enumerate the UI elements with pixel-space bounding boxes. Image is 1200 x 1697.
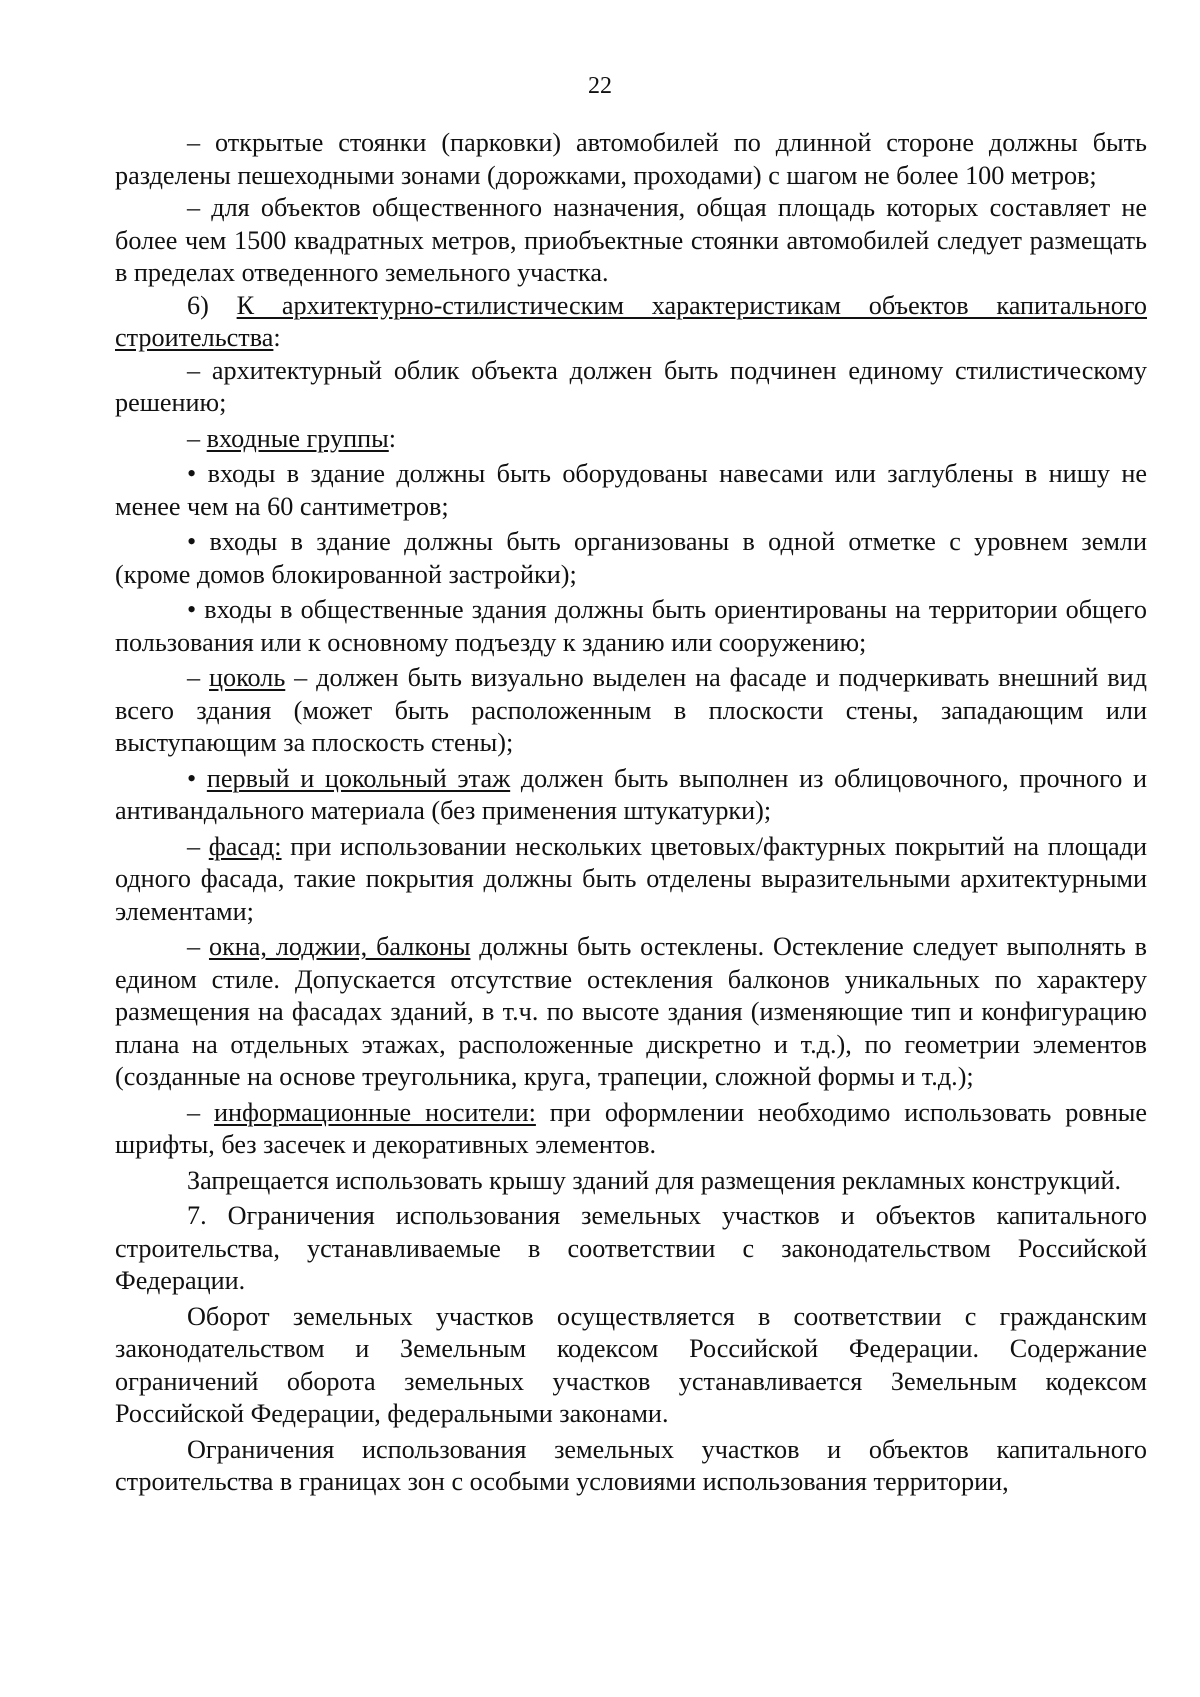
underlined-term: первый и цокольный этаж xyxy=(206,763,511,793)
bullet-entrance-canopies: • входы в здание должны быть оборудованы навесами или заглублены в нишу не менее чем на 60 сантиметров; xyxy=(115,459,1147,521)
paragraph-parking-zones: – открытые стоянки (парковки) автомобилей по длинной стороне должны быть разделены пешеходными зонами (дорожками, проходами) с шагом не более 100 метров; xyxy=(115,128,1147,190)
paragraph-special-zones: Ограничения использования земельных участков и объектов капитального строительства в границах зон с особыми условиями использования территории, xyxy=(115,1434,1147,1496)
page-number: 22 xyxy=(588,73,612,99)
paragraph-plinth: – цоколь – должен быть визуально выделен на фасаде и подчеркивать внешний вид всего здания (может быть расположенным в плоскости стены, западающим или выступающим за плоскость стены); xyxy=(115,663,1147,757)
paragraph-windows-balconies: – окна, лоджии, балконы должны быть остеклены. Остекление следует выполнять в едином стиле. Допускается отсутствие остекления балконов уникальных по характеру размещения на фасадах зданий, в т.ч. по высоте здания (изменяющие тип и конфигурацию плана на отдельных этажах, расположенные дискретно и т.д.), по геометрии элементов (созданные на основе треугольника, круга, трапеции, сложной формы и т.д.); xyxy=(115,932,1148,1091)
underlined-heading: К архитектурно-стилистическим характеристикам объектов капитального строительства xyxy=(115,290,1147,352)
underlined-term: входные группы xyxy=(206,423,389,453)
item-number: 6) xyxy=(187,290,237,320)
underlined-term: фасад: xyxy=(208,831,282,861)
paragraph-roof-advertising: Запрещается использовать крышу зданий для размещения рекламных конструкций. xyxy=(187,1165,1122,1195)
underlined-term: цоколь xyxy=(209,663,286,692)
paragraph-land-turnover: Оборот земельных участков осуществляется в соответствии с гражданским законодательством и Земельным кодексом Российской Федерации. Содержание ограничений оборота земельных участков устанавливается Земельным кодексом Российской Федерации, федеральными законами. xyxy=(115,1301,1147,1428)
paragraph-information-carriers: – информационные носители: при оформлении необходимо использовать ровные шрифты, без засечек и декоративных элементов. xyxy=(115,1097,1148,1159)
underlined-term: информационные носители: xyxy=(214,1097,536,1127)
bullet-entrance-orientation: • входы в общественные здания должны быть ориентированы на территории общего пользования или к основному подъезду к зданию или сооружению; xyxy=(115,595,1147,657)
paragraph-entrance-groups: – входные группы: xyxy=(187,423,397,453)
paragraph-section-7: 7. Ограничения использования земельных участков и объектов капитального строительства, устанавливаемые в соответствии с законодательством Российской Федерации. xyxy=(115,1201,1147,1295)
paragraph-public-objects-parking: – для объектов общественного назначения, общая площадь которых составляет не более чем 1500 квадратных метров, приобъектные стоянки автомобилей следует размещать в пределах отведенного земельного участка. xyxy=(115,193,1147,287)
bullet-first-floor: • первый и цокольный этаж должен быть выполнен из облицовочного, прочного и антивандального материала (без применения штукатурки); xyxy=(115,763,1148,825)
bullet-entrance-ground-level: • входы в здание должны быть организованы в одной отметке с уровнем земли (кроме домов блокированной застройки); xyxy=(115,527,1147,589)
paragraph-architectural-heading: 6) К архитектурно-стилистическим характеристикам объектов капитального строительства: xyxy=(115,290,1147,352)
underlined-term: окна, лоджии, балконы xyxy=(208,932,471,961)
paragraph-architectural-appearance: – архитектурный облик объекта должен быть подчинен единому стилистическому решению; xyxy=(115,355,1147,417)
document-body xyxy=(115,127,1147,1499)
paragraph-facade: – фасад: при использовании нескольких цветовых/фактурных покрытий на площади одного фасада, такие покрытия должны быть отделены выразительными архитектурными элементами; xyxy=(115,831,1147,926)
